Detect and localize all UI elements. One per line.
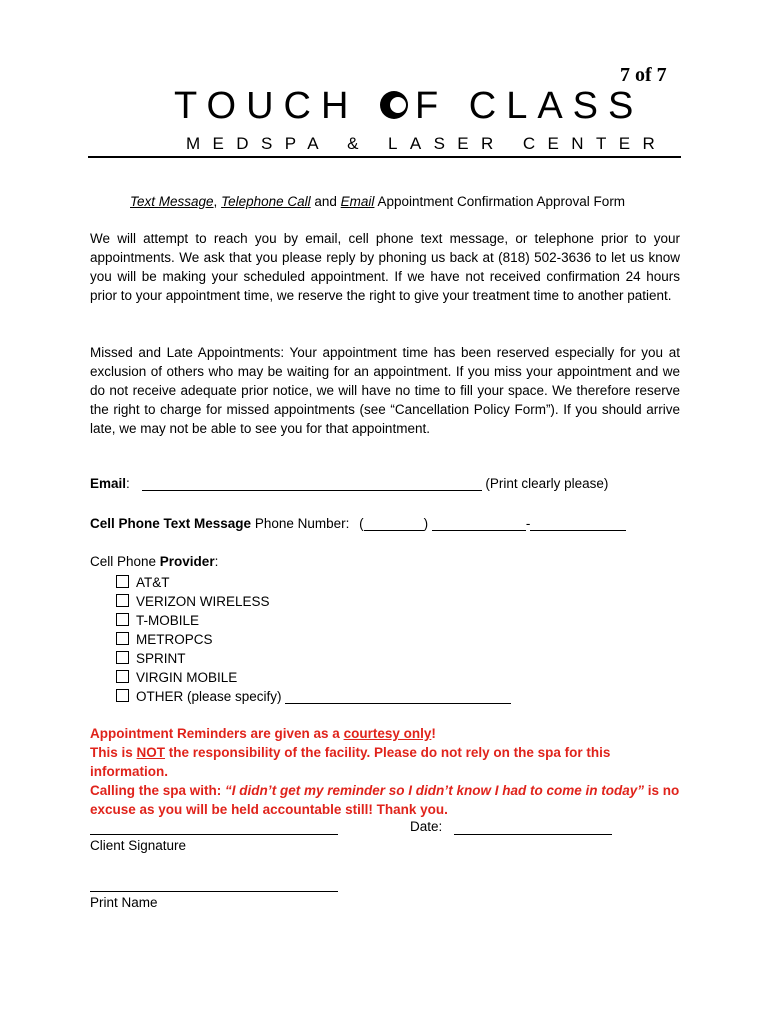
- warning-line-3: [90, 781, 680, 819]
- warning-line-1: [90, 724, 690, 743]
- warning-text: This is: [90, 745, 137, 760]
- phone-close-paren: ): [423, 516, 429, 531]
- provider-option-label: OTHER (please specify): [136, 689, 282, 704]
- print-name-label: Print Name: [90, 895, 158, 910]
- phone-area-code-line[interactable]: [364, 516, 424, 531]
- form-title: [130, 194, 625, 209]
- checkbox[interactable]: [116, 613, 129, 626]
- form-title-email: Email: [340, 194, 375, 209]
- checkbox[interactable]: [116, 632, 129, 645]
- warning-text: is no excuse as you will be held accountable still! Thank you.: [90, 783, 680, 817]
- provider-option-tmobile: [116, 611, 511, 630]
- form-title-text-message: Text Message: [130, 194, 214, 209]
- provider-label-colon: :: [214, 554, 219, 569]
- crescent-logo-icon: [379, 90, 409, 120]
- phone-dash: -: [525, 516, 531, 531]
- phone-label-rest: Phone Number:: [251, 516, 350, 531]
- checkbox[interactable]: [116, 651, 129, 664]
- warning-text: !: [431, 726, 436, 741]
- provider-label-plain: Cell Phone: [90, 554, 160, 569]
- reminder-warning: [90, 724, 690, 819]
- client-signature-line[interactable]: [90, 834, 338, 835]
- other-provider-line[interactable]: [285, 689, 511, 704]
- missed-appointments-paragraph: Missed and Late Appointments: Your appointment time has been reserved especially for you at exclusion of others who may be waiting for an appointment. If you miss your appointment and we do not receive adequate prior notice, we will have no time to fill your space. We therefore reserve the right to charge for missed appointments (see “Cancellation Policy Form”). If you should arrive late, we may not be able to see you for that appointment.: [90, 345, 680, 436]
- phone-field: [90, 516, 626, 531]
- provider-option-metropcs: [116, 630, 511, 649]
- provider-label-bold: Provider: [159, 554, 215, 569]
- brand-title-right: F CLASS: [414, 85, 644, 127]
- date-line[interactable]: [454, 834, 612, 835]
- date-label: Date:: [410, 819, 443, 834]
- email-field: [90, 476, 608, 491]
- warning-emphasis: courtesy only: [343, 726, 432, 741]
- provider-option-label: T-MOBILE: [136, 613, 200, 628]
- header-divider: [88, 156, 681, 158]
- warning-line-2: [90, 743, 690, 781]
- warning-text: the responsibility of the facility. Please do not rely on the spa for this information.: [90, 745, 611, 779]
- page-number: 7 of 7: [620, 64, 667, 86]
- checkbox[interactable]: [116, 594, 129, 607]
- provider-option-label: VIRGIN MOBILE: [136, 670, 238, 685]
- provider-option-label: METROPCS: [136, 632, 213, 647]
- phone-open-paren: (: [359, 516, 364, 531]
- provider-option-label: SPRINT: [136, 651, 186, 666]
- checkbox[interactable]: [116, 689, 129, 702]
- provider-option-virgin: [116, 668, 511, 687]
- warning-text: Appointment Reminders are given as a: [90, 726, 344, 741]
- form-title-rest: Appointment Confirmation Approval Form: [374, 194, 626, 209]
- email-hint: (Print clearly please): [485, 476, 609, 491]
- provider-option-label: VERIZON WIRELESS: [136, 594, 270, 609]
- brand-title-left: TOUCH: [174, 85, 359, 127]
- phone-prefix-line[interactable]: [432, 516, 526, 531]
- brand-title: [174, 84, 644, 128]
- provider-list: [116, 573, 511, 706]
- phone-suffix-line[interactable]: [530, 516, 626, 531]
- email-colon: :: [126, 476, 130, 491]
- client-signature-label: Client Signature: [90, 838, 187, 853]
- provider-option-att: [116, 573, 511, 592]
- checkbox[interactable]: [116, 670, 129, 683]
- print-name-line[interactable]: [90, 891, 338, 892]
- form-title-sep: and: [310, 194, 341, 209]
- form-title-sep: ,: [213, 194, 222, 209]
- email-input-line[interactable]: [142, 476, 482, 491]
- provider-option-sprint: [116, 649, 511, 668]
- phone-label: Cell Phone Text Message: [90, 516, 252, 531]
- provider-option-label: AT&T: [136, 575, 170, 590]
- intro-paragraph: We will attempt to reach you by email, cell phone text message, or telephone prior to your appointments. We ask that you please reply by phoning us back at (818) 502-3636 to let us know you will be making your scheduled appointment. If we have not received confirmation 24 hours prior to your appointment time, we reserve the right to give your treatment time to another patient.: [90, 231, 680, 303]
- form-title-telephone: Telephone Call: [221, 194, 311, 209]
- warning-quote: “I didn’t get my reminder so I didn’t know I had to come in today”: [225, 783, 645, 798]
- provider-option-other: [116, 687, 511, 706]
- checkbox[interactable]: [116, 575, 129, 588]
- warning-text: Calling the spa with:: [90, 783, 226, 798]
- provider-label: [90, 554, 218, 569]
- brand-tagline: MEDSPA & LASER CENTER: [186, 134, 668, 153]
- provider-option-verizon: [116, 592, 511, 611]
- warning-emphasis: NOT: [136, 745, 166, 760]
- email-label: Email: [90, 476, 127, 491]
